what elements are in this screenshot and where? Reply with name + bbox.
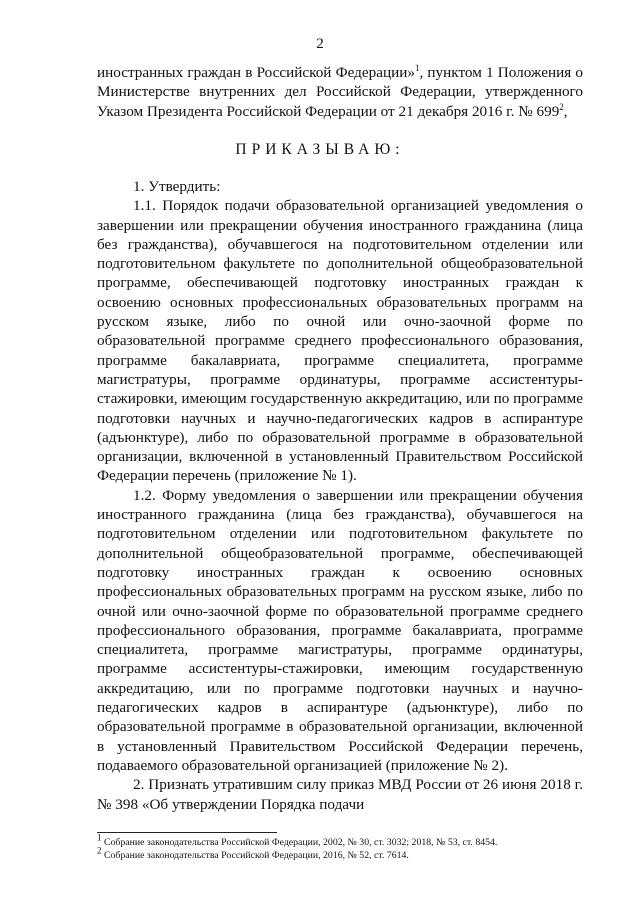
- paragraph-1: 1. Утвердить:: [133, 178, 221, 195]
- intro-text-continued: , пунктом 1 Положения о Министерстве внутренних дел Российской Федерации, утвержденного Указом Президента Российской Федерации от 21 декабря 2016 г. № 699: [97, 64, 583, 120]
- footnote-ref-1: 1: [414, 62, 420, 73]
- footnote-ref-2: 2: [559, 101, 564, 112]
- footnote-mark-2: 2: [97, 845, 102, 856]
- footnote-text-1: Собрание законодательства Российской Федерации, 2002, № 30, ст. 3032; 2018, № 53, ст. 8454.: [101, 837, 498, 848]
- paragraph-1-2: 1.2. Форму уведомления о завершении или прекращении обучения иностранного гражданина (лица без гражданства), обучавшегося на подготовительном отделении или подготовительном факультете по дополнительной общеобразовательной программе, обеспечивающей подготовку иностранных граждан к освоению основных профессиональных образовательных программ на русском языке, либо по очной или очно-заочной форме по образовательной программе среднего профессионального образования, программе бакалавриата, программе специалитета, программе магистратуры, программе ординатуры, программе ассистентуры-стажировки, имеющим государственную аккредитацию, или по программе подготовки научных и научно-педагогических кадров в аспирантуре (адъюнктуре), либо по образовательной программе в образовательной организации, включенной в установленный Правительством Российской Федерации перечень, подаваемого образовательной организацией (приложение № 2).: [97, 486, 583, 774]
- footnotes: [97, 832, 583, 862]
- intro-paragraph: [97, 63, 583, 121]
- footnote-2: [97, 845, 583, 862]
- paragraph-1-1: 1.1. Порядок подачи образовательной организацией уведомления о завершении или прекращении обучения иностранного гражданина (лица без гражданства), обучавшегося на подготовительном отделении или подготовительном факультете по дополнительной общеобразовательной программе, обеспечивающей подготовку иностранных граждан к освоению основных профессиональных образовательных программ на русском языке, либо по очной или очно-заочной форме по образовательной программе среднего профессионального образования, программе бакалавриата, программе специалитета, программе магистратуры, программе ординатуры, программе ассистентуры-стажировки, имеющим государственную аккредитацию, или по программе подготовки научных и научно-педагогических кадров в аспирантуре (адъюнктуре), либо по образовательной программе в образовательной организации, включенной в установленный Правительством Российской Федерации перечень (приложение № 1).: [97, 197, 583, 485]
- footnote-divider: [97, 832, 277, 833]
- paragraph-2: 2. Признать утратившим силу приказ МВД России от 26 июня 2018 г. № 398 «Об утверждении Порядка подачи: [97, 776, 583, 813]
- intro-text-end: ,: [563, 102, 568, 120]
- order-heading: ПРИКАЗЫВАЮ:: [235, 141, 405, 158]
- order-body: [97, 177, 583, 814]
- page-number: 2: [316, 36, 324, 52]
- footnote-text-2: Собрание законодательства Российской Федерации, 2016, № 52, ст. 7614.: [101, 850, 409, 861]
- intro-text: иностранных граждан в Российской Федерации»: [97, 64, 415, 81]
- footnote-1: [97, 832, 583, 849]
- footnote-mark-1: 1: [97, 832, 102, 843]
